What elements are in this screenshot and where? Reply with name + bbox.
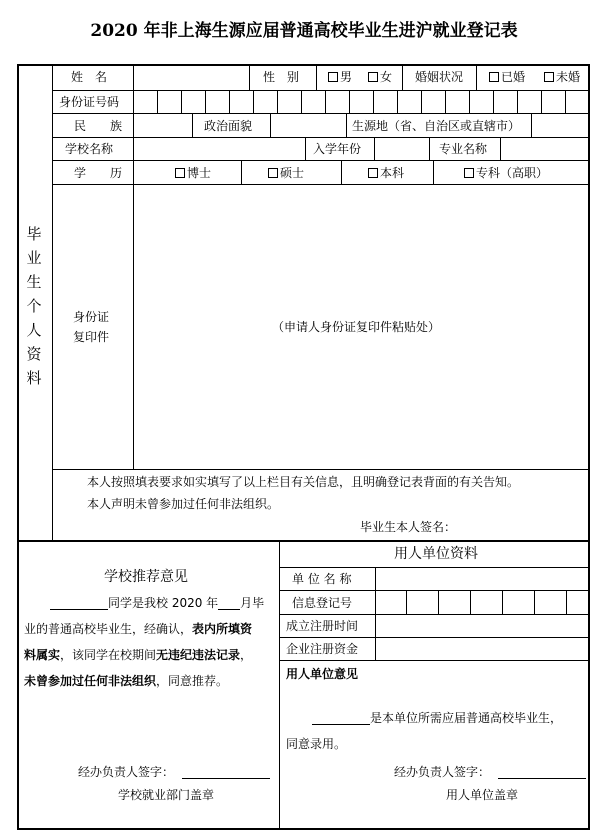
married-checkbox[interactable]: 已婚 — [489, 70, 525, 84]
founded-date-input[interactable] — [376, 615, 588, 636]
origin-label: 生源地（省、自治区或直辖市） — [352, 119, 521, 133]
enroll-year-label: 入学年份 — [313, 142, 362, 156]
name-input[interactable] — [134, 65, 248, 89]
vertical-label-char: 生 — [26, 273, 42, 291]
school-handler-signature-line[interactable] — [182, 778, 270, 779]
vertical-label-char: 业 — [26, 249, 42, 267]
employer-opinion-line-2: 同意录用。 — [286, 737, 347, 751]
checkbox-icon — [368, 72, 378, 82]
page-title: 2020 年非上海生源应届普通高校毕业生进沪就业登记表 — [90, 21, 518, 41]
id-number-label: 身份证号码 — [59, 95, 120, 109]
degree-phd-checkbox[interactable]: 博士 — [175, 166, 211, 180]
declaration-line-2: 本人声明未曾参加过任何非法组织。 — [87, 497, 280, 511]
checkbox-icon — [464, 168, 474, 178]
school-label: 学校名称 — [65, 142, 114, 156]
degree-bachelor-checkbox[interactable]: 本科 — [368, 166, 404, 180]
month-blank[interactable] — [218, 597, 240, 610]
school-text-line-3: 料属实，该同学在校期间无违纪违法记录， — [24, 648, 253, 662]
checkbox-icon — [489, 72, 499, 82]
degree-label: 学 历 — [74, 166, 123, 180]
school-text-line-2: 业的普通高校毕业生，经确认，表内所填资 — [24, 622, 253, 636]
id-copy-label-line2: 复印件 — [73, 330, 110, 344]
checkbox-icon — [175, 168, 185, 178]
vertical-label-char: 人 — [26, 321, 42, 339]
gender-label: 性 别 — [263, 70, 300, 84]
origin-input[interactable] — [532, 114, 588, 136]
school-text-line-4: 未曾参加过任何非法组织，同意推荐。 — [24, 674, 229, 688]
reg-number-input[interactable] — [376, 591, 588, 613]
vertical-label-char: 毕 — [26, 225, 42, 243]
degree-college-checkbox[interactable]: 专科（高职） — [464, 166, 548, 180]
school-recommendation-title: 学校推荐意见 — [104, 569, 188, 585]
school-handler-label: 经办负责人签字： — [78, 765, 175, 779]
school-stamp-label: 学校就业部门盖章 — [118, 788, 215, 802]
ethnicity-input[interactable] — [134, 114, 191, 136]
id-copy-label: 身份证 — [73, 310, 110, 324]
ethnicity-label: 民 族 — [74, 119, 123, 133]
graduate-signature-field[interactable] — [462, 516, 582, 536]
form-right-border — [588, 64, 590, 830]
id-copy-hint: （申请人身份证复印件粘贴处） — [272, 320, 441, 334]
vertical-label-char: 料 — [26, 369, 42, 387]
school-text-line-1: 同学是我校 2020 年 月毕 — [50, 596, 264, 610]
school-input[interactable] — [134, 138, 304, 159]
id-number-input[interactable] — [134, 91, 588, 112]
marital-label: 婚姻状况 — [415, 70, 464, 84]
checkbox-icon — [368, 168, 378, 178]
signature-label: 毕业生本人签名： — [360, 520, 457, 534]
employer-handler-label: 经办负责人签字： — [394, 765, 491, 779]
vertical-label-char: 资 — [26, 345, 42, 363]
form-left-border — [17, 64, 19, 830]
unmarried-checkbox[interactable]: 未婚 — [544, 70, 580, 84]
vertical-label-char: 个 — [26, 297, 42, 315]
checkbox-icon — [268, 168, 278, 178]
major-label: 专业名称 — [439, 142, 488, 156]
checkbox-icon — [328, 72, 338, 82]
gender-female-checkbox[interactable]: 女 — [368, 70, 392, 84]
registered-capital-label: 企业注册资金 — [286, 642, 359, 656]
employer-handler-signature-line[interactable] — [498, 778, 586, 779]
founded-date-label: 成立注册时间 — [286, 619, 359, 633]
employer-stamp-label: 用人单位盖章 — [446, 788, 519, 802]
employer-section-title: 用人单位资料 — [394, 546, 478, 562]
unit-name-label: 单 位 名 称 — [292, 572, 352, 586]
name-label: 姓 名 — [71, 70, 108, 84]
section-divider — [17, 540, 590, 542]
major-input[interactable] — [501, 138, 588, 159]
form-bottom-border — [17, 828, 590, 830]
enroll-year-input[interactable] — [375, 138, 428, 159]
checkbox-icon — [544, 72, 554, 82]
registered-capital-input[interactable] — [376, 638, 588, 659]
politics-label: 政治面貌 — [204, 119, 253, 133]
unit-name-input[interactable] — [376, 568, 588, 589]
graduate-name-blank[interactable] — [312, 712, 370, 725]
student-name-blank[interactable] — [50, 597, 108, 610]
employer-opinion-line-1: 是本单位所需应届普通高校毕业生， — [312, 711, 562, 725]
employer-opinion-title: 用人单位意见 — [286, 667, 359, 681]
reg-number-label: 信息登记号 — [292, 596, 353, 610]
degree-master-checkbox[interactable]: 硕士 — [268, 166, 304, 180]
declaration-line-1: 本人按照填表要求如实填写了以上栏目有关信息，且明确登记表背面的有关告知。 — [87, 475, 520, 489]
politics-input[interactable] — [271, 114, 345, 136]
gender-male-checkbox[interactable]: 男 — [328, 70, 352, 84]
form-top-border — [17, 64, 590, 66]
